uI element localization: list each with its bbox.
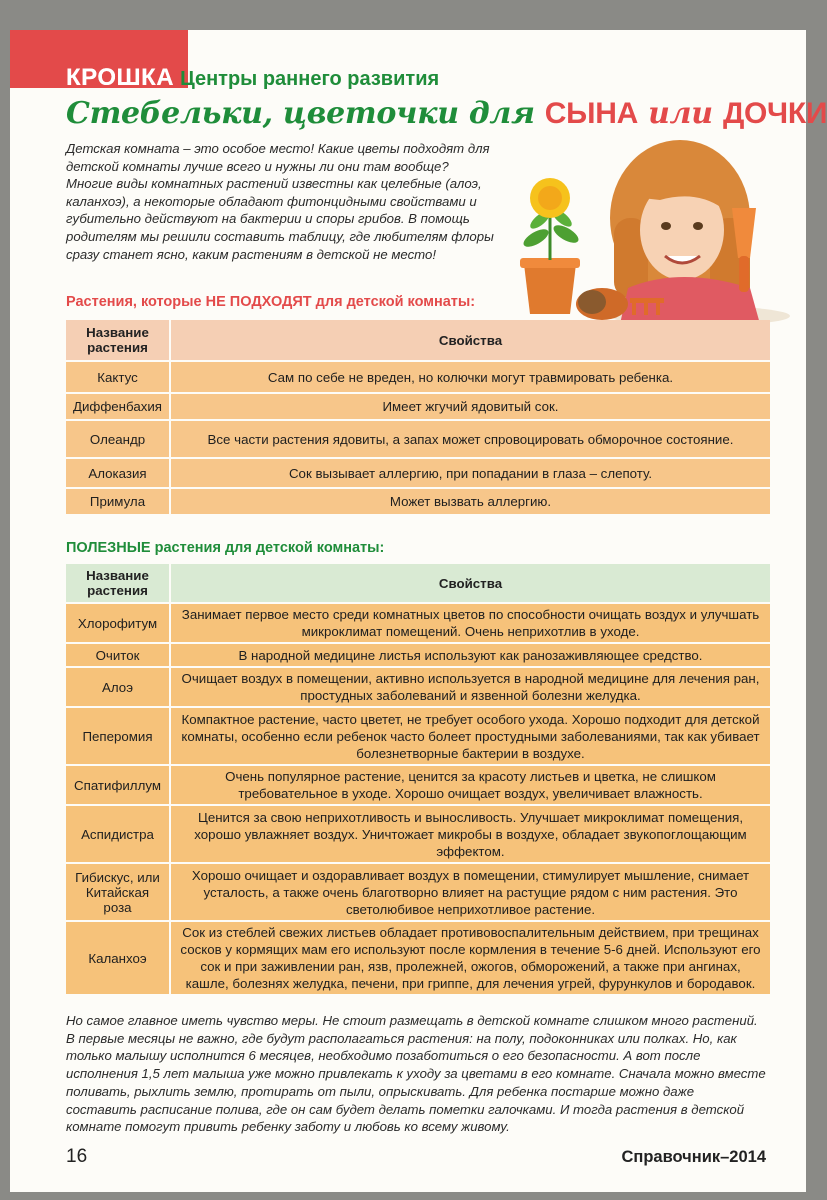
title-or: или bbox=[637, 96, 723, 131]
header-brand bbox=[66, 64, 440, 91]
useful-plants-table bbox=[66, 562, 770, 996]
table-row bbox=[66, 394, 770, 419]
plant-properties: Ценится за свою неприхотливость и выносливость. Улучшает микроклимат помещения, хорошо увлажняет воздух. Уничтожает микробы в воздухе, обладает звукопоглощающим эффектом. bbox=[171, 806, 770, 862]
plant-name: Алоказия bbox=[66, 459, 171, 487]
plant-properties: Очень популярное растение, ценится за красоту листьев и цветка, не слишком требовательное в уходе. Хорошо очищает воздух, увеличивает влажность. bbox=[171, 766, 770, 804]
intro-paragraph: Детская комната – это особое место! Какие цветы подходят для детской комнаты лучше всего и нужны ли они там вообще? Многие виды комнатных растений известны как целебные (алоэ, каланхоэ), а некоторые обладают фитонцидными свойствами и губительно действуют на бактерии и споры грибов. В помощь родителям мы решили составить таблицу, где любителям флоры сразу станет ясно, каким растениям в детской не место! bbox=[66, 141, 494, 262]
plant-name: Хлорофитум bbox=[66, 604, 171, 642]
harmful-plants-table bbox=[66, 318, 770, 516]
plant-properties: Имеет жгучий ядовитый сок. bbox=[171, 394, 770, 419]
harmful-title-emph: НЕ ПОДХОДЯТ bbox=[205, 294, 312, 310]
col-header-props: Свойства bbox=[171, 320, 770, 360]
plant-name: Аспидистра bbox=[66, 806, 171, 862]
plant-properties: Может вызвать аллергию. bbox=[171, 489, 770, 514]
table-row bbox=[66, 421, 770, 457]
plant-name: Диффенбахия bbox=[66, 394, 171, 419]
plant-properties: В народной медицине листья используют как ранозаживляющее средство. bbox=[171, 644, 770, 666]
table-header-row bbox=[66, 320, 770, 360]
title-son: СЫНА bbox=[544, 97, 638, 130]
col-header-name: Название растения bbox=[66, 564, 171, 602]
table-row bbox=[66, 459, 770, 487]
title-part-1: Стебельки, цветочки для bbox=[66, 96, 545, 131]
table-row bbox=[66, 806, 770, 862]
table-row bbox=[66, 766, 770, 804]
plant-properties: Очищает воздух в помещении, активно используется в народной медицине для лечения ран, простудных заболеваний и язвенной болезни желудка. bbox=[171, 668, 770, 706]
section-title: Центры раннего развития bbox=[180, 68, 440, 90]
plant-name: Спатифиллум bbox=[66, 766, 171, 804]
table-row bbox=[66, 708, 770, 764]
table-row bbox=[66, 489, 770, 514]
plant-name: Каланхоэ bbox=[66, 922, 171, 994]
col-header-props: Свойства bbox=[171, 564, 770, 602]
table-row bbox=[66, 604, 770, 642]
brand-logo: КРОШКА bbox=[66, 64, 175, 91]
plant-name: Алоэ bbox=[66, 668, 171, 706]
table-row bbox=[66, 864, 770, 920]
useful-title-emph: ПОЛЕЗНЫЕ bbox=[66, 540, 151, 556]
plant-name: Пеперомия bbox=[66, 708, 171, 764]
plant-properties: Все части растения ядовиты, а запах может спровоцировать обморочное состояние. bbox=[171, 421, 770, 457]
publication-name: Справочник–2014 bbox=[621, 1148, 766, 1166]
page-title bbox=[66, 96, 827, 131]
plant-properties: Сам по себе не вреден, но колючки могут травмировать ребенка. bbox=[171, 362, 770, 392]
table-header-row bbox=[66, 564, 770, 602]
plant-name: Очиток bbox=[66, 644, 171, 666]
col-header-name: Название растения bbox=[66, 320, 171, 360]
closing-paragraph: Но самое главное иметь чувство меры. Не стоит размещать в детской комнате слишком много растений. В первые месяцы не важно, где будут располагаться растения: на полу, подоконниках или полках. Но, как только малышу исполнится 6 месяцев, необходимо позаботиться о его безопасности. А вот после исполнения 1,5 лет малыша уже можно привлекать к уходу за цветами в его комнате. Сначала можно вместе поливать, рыхлить землю, протирать от пыли, опрыскивать. Для ребенка постарше можно даже составить расписание полива, где он сам будет делать пометки галочками. И тогда растения в детской комнате помогут привить ребенку заботу и любовь ко всему живому. bbox=[66, 1013, 766, 1135]
magazine-page bbox=[10, 30, 827, 1192]
table-row bbox=[66, 362, 770, 392]
useful-title-end: растения для детской комнаты: bbox=[150, 540, 385, 556]
plant-properties: Хорошо очищает и оздоравливает воздух в помещении, стимулирует мышление, снимает усталость, а также очень благотворно влияет на растущие рядом с ним растения. Это светолюбивое неприхотливое растение. bbox=[171, 864, 770, 920]
table-row bbox=[66, 644, 770, 666]
table-row bbox=[66, 668, 770, 706]
plant-properties: Компактное растение, часто цветет, не требует особого ухода. Хорошо подходит для детской комнаты, особенно если ребенок часто болеет простудными заболеваниями, так как убивает болезнетворные бактерии в воздухе. bbox=[171, 708, 770, 764]
title-daughter: ДОЧКИ bbox=[722, 97, 827, 130]
useful-plants-heading bbox=[66, 540, 384, 556]
plant-name: Олеандр bbox=[66, 421, 171, 457]
plant-properties: Сок вызывает аллергию, при попадании в глаза – слепоту. bbox=[171, 459, 770, 487]
plant-name: Кактус bbox=[66, 362, 171, 392]
plant-properties: Занимает первое место среди комнатных цветов по способности очищать воздух и улучшать микроклимат помещений. Очень неприхотлив в уходе. bbox=[171, 604, 770, 642]
harmful-title-end: для детской комнаты: bbox=[311, 294, 476, 310]
harmful-title-start: Растения, которые bbox=[66, 294, 206, 310]
harmful-plants-heading bbox=[66, 294, 475, 310]
page-number: 16 bbox=[66, 1146, 88, 1167]
girl-with-flower-illustration bbox=[510, 138, 780, 324]
plant-name: Примула bbox=[66, 489, 171, 514]
plant-name: Гибискус, или Китайская роза bbox=[66, 864, 171, 920]
table-row bbox=[66, 922, 770, 994]
plant-properties: Сок из стеблей свежих листьев обладает противовоспалительным действием, при трещинах сосков у кормящих мам его используют после кормления в течение 5-6 дней. Используют его сок и при заживлении ран, язв, пролежней, ожогов, обморожений, а также при ангинах, кашле, болезнях желудка, печени, при гриппе, для лечения угрей, фурункулов и бородавок. bbox=[171, 922, 770, 994]
